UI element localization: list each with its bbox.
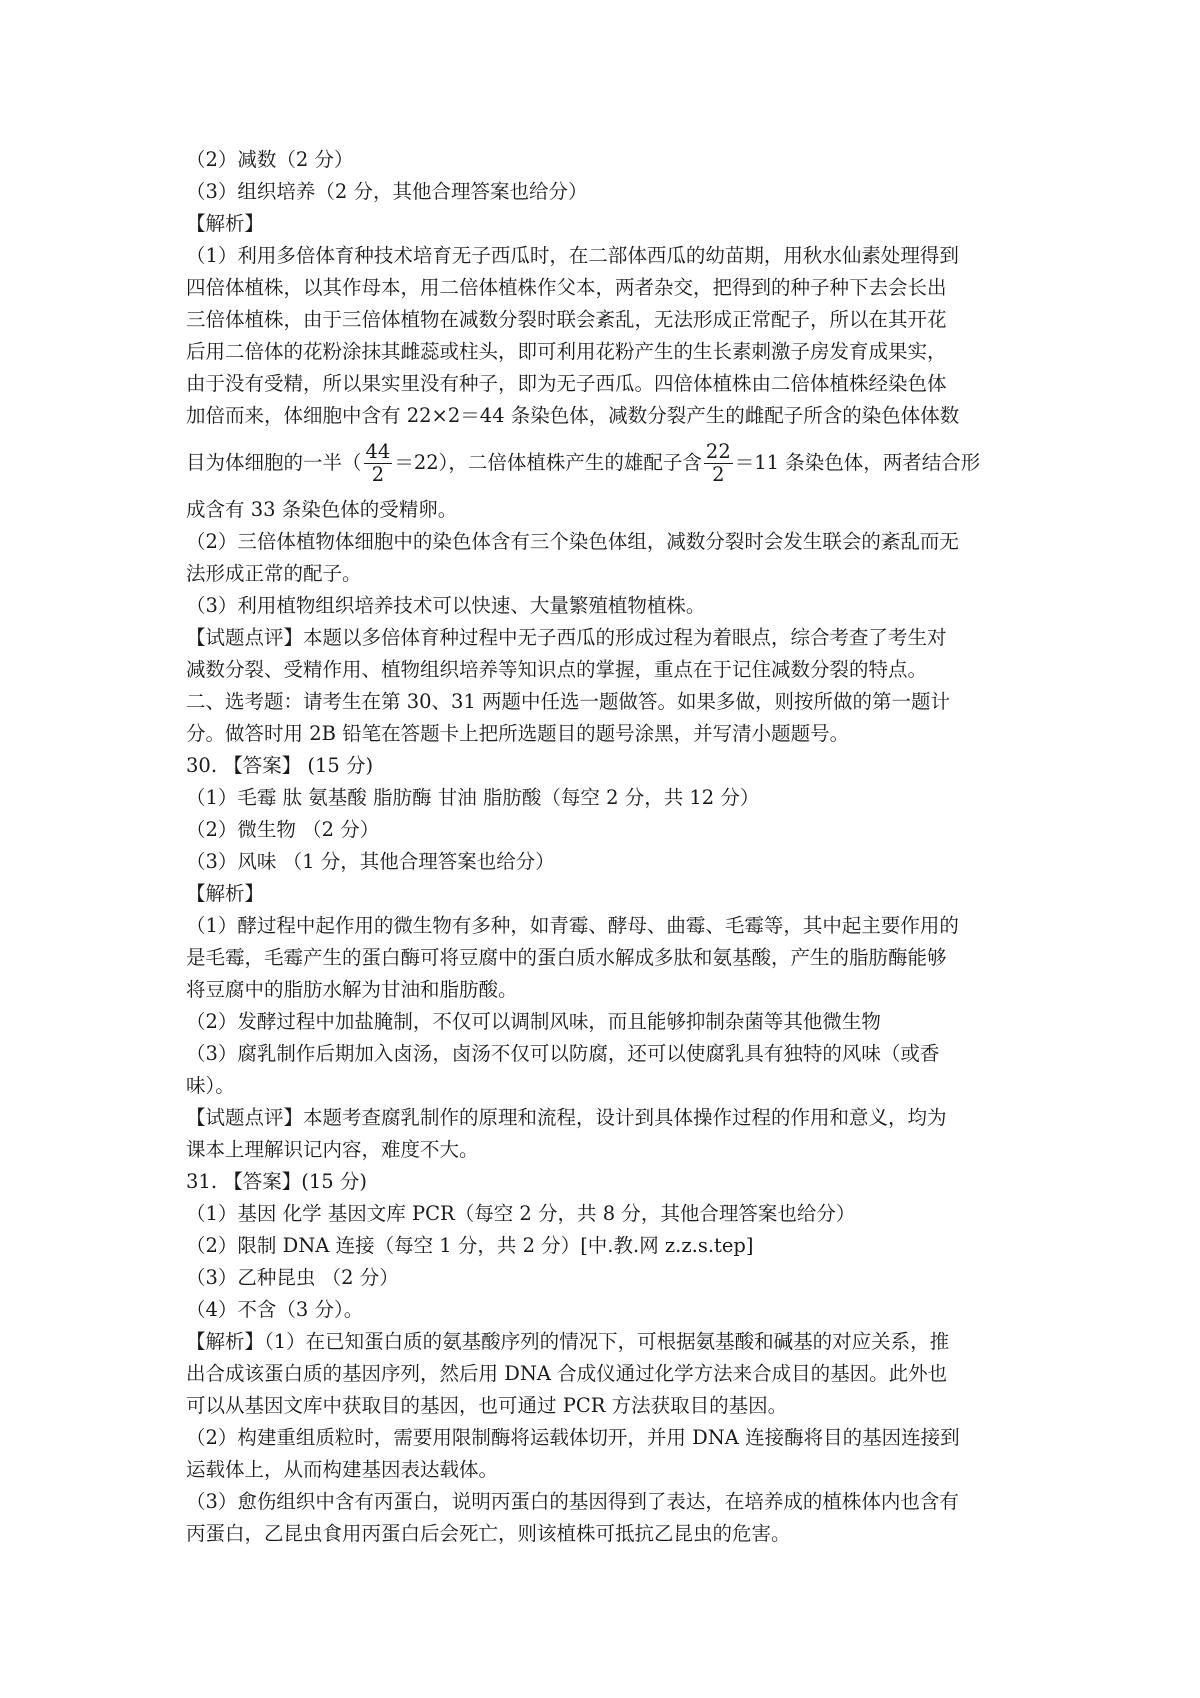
- q30-comment-line: 【试题点评】本题考查腐乳制作的原理和流程，设计到具体操作过程的作用和意义，均为: [186, 1106, 947, 1129]
- q29-analysis-label: 【解析】: [186, 212, 265, 235]
- q29-answer-2: （2）减数（2 分）: [186, 148, 354, 171]
- fraction-denominator: 2: [712, 463, 725, 486]
- q30-analysis-line: （3）腐乳制作后期加入卤汤，卤汤不仅可以防腐，还可以使腐乳具有独特的风味（或香: [186, 1042, 940, 1065]
- fraction-44-over-2: [364, 441, 393, 486]
- q31-answer-2: （2）限制 DNA 连接（每空 1 分，共 2 分）[中.教.网 z.z.s.tep]: [186, 1234, 754, 1257]
- q31-analysis-line: 出合成该蛋白质的基因序列，然后用 DNA 合成仪通过化学方法来合成目的基因。此外也: [186, 1362, 948, 1385]
- q29-analysis-line: 法形成正常的配子。: [186, 562, 362, 585]
- q29-analysis-line: 由于没有受精，所以果实里没有种子，即为无子西瓜。四倍体植株由二倍体植株经染色体: [186, 372, 947, 395]
- q29-analysis-line: 后用二倍体的花粉涂抹其雌蕊或柱头，即可利用花粉产生的生长素刺激子房发育成果实，: [186, 340, 947, 363]
- q29-analysis-line: 加倍而来，体细胞中含有 22×2＝44 条染色体，减数分裂产生的雌配子所含的染色体体数: [186, 404, 960, 427]
- q30-analysis-line: 味）。: [186, 1074, 235, 1097]
- q31-analysis-line: 【解析】（1）在已知蛋白质的氨基酸序列的情况下，可根据氨基酸和碱基的对应关系，推: [186, 1330, 950, 1353]
- q31-analysis-line: （3）愈伤组织中含有丙蛋白，说明丙蛋白的基因得到了表达，在培养成的植株体内也含有: [186, 1490, 959, 1513]
- q31-answer-4: （4）不含（3 分）。: [186, 1298, 364, 1321]
- q29-analysis-line: （1）利用多倍体育种技术培育无子西瓜时，在二部体西瓜的幼苗期，用秋水仙素处理得到: [186, 244, 959, 267]
- q29-analysis-line: 成含有 33 条染色体的受精卵。: [186, 498, 458, 521]
- section2-instructions: 二、选考题：请考生在第 30、31 两题中任选一题做答。如果多做，则按所做的第一题计: [186, 690, 951, 713]
- q31-analysis-line: 可以从基因文库中获取目的基因，也可通过 PCR 方法获取目的基因。: [186, 1394, 788, 1417]
- fraction-denominator: 2: [371, 463, 385, 486]
- section2-instructions: 分。做答时用 2B 铅笔在答题卡上把所选题目的题号涂黑，并写清小题题号。: [186, 722, 850, 745]
- q29-analysis-fraction-line: [186, 432, 1026, 494]
- answer-document: [186, 144, 1026, 1550]
- q30-analysis-line: 将豆腐中的脂肪水解为甘油和脂肪酸。: [186, 978, 518, 1001]
- q29-analysis-line: 三倍体植株，由于三倍体植物在减数分裂时联会紊乱，无法形成正常配子，所以在其开花: [186, 308, 947, 331]
- fraction-22-over-2: [704, 441, 733, 486]
- q30-analysis-line: 是毛霉，毛霉产生的蛋白酶可将豆腐中的蛋白质水解成多肽和氨基酸，产生的脂肪酶能够: [186, 946, 947, 969]
- q31-analysis-line: 运载体上，从而构建基因表达载体。: [186, 1458, 499, 1481]
- q29-answer-3: （3）组织培养（2 分，其他合理答案也给分）: [186, 180, 588, 203]
- q31-answer-3: （3）乙种昆虫 （2 分）: [186, 1266, 399, 1289]
- q31-header: 31. 【答案】(15 分): [186, 1170, 367, 1193]
- q29-analysis-line: 四倍体植株，以其作母本，用二倍体植株作父本，两者杂交，把得到的种子种下去会长出: [186, 276, 947, 299]
- q30-answer-2: （2）微生物 （2 分）: [186, 818, 380, 841]
- fraction-line-text: ＝22），二倍体植株产生的雄配子含: [394, 451, 702, 474]
- q30-analysis-label: 【解析】: [186, 882, 265, 905]
- q29-analysis-line: （2）三倍体植物体细胞中的染色体含有三个染色体组，减数分裂时会发生联会的紊乱而无: [186, 530, 959, 553]
- q29-comment-line: 减数分裂、受精作用、植物组织培养等知识点的掌握，重点在于记住减数分裂的特点。: [186, 658, 928, 681]
- q30-answer-1: （1）毛霉 肽 氨基酸 脂肪酶 甘油 脂肪酸（每空 2 分，共 12 分）: [186, 786, 760, 809]
- q29-comment-line: 【试题点评】本题以多倍体育种过程中无子西瓜的形成过程为着眼点，综合考查了考生对: [186, 626, 947, 649]
- q30-analysis-line: （2）发酵过程中加盐腌制，不仅可以调制风味，而且能够抑制杂菌等其他微生物: [186, 1010, 881, 1033]
- q30-header: 30. 【答案】 (15 分): [186, 754, 374, 777]
- q31-answer-1: （1）基因 化学 基因文库 PCR（每空 2 分，共 8 分，其他合理答案也给分）: [186, 1202, 856, 1225]
- fraction-line-text: ＝11 条染色体，两者结合形: [734, 451, 981, 474]
- fraction-numerator: 22: [705, 440, 731, 463]
- fraction-line-text: 目为体细胞的一半（: [186, 451, 362, 474]
- q30-answer-3: （3）风味 （1 分，其他合理答案也给分）: [186, 850, 555, 873]
- q30-analysis-line: （1）酵过程中起作用的微生物有多种，如青霉、酵母、曲霉、毛霉等，其中起主要作用的: [186, 914, 959, 937]
- q31-analysis-line: 丙蛋白，乙昆虫食用丙蛋白后会死亡，则该植株可抵抗乙昆虫的危害。: [186, 1522, 791, 1545]
- q29-analysis-line: （3）利用植物组织培养技术可以快速、大量繁殖植物植株。: [186, 594, 706, 617]
- q31-analysis-line: （2）构建重组质粒时，需要用限制酶将运载体切开，并用 DNA 连接酶将目的基因连接到: [186, 1426, 960, 1449]
- q30-comment-line: 课本上理解识记内容，难度不大。: [186, 1138, 479, 1161]
- fraction-numerator: 44: [365, 440, 391, 463]
